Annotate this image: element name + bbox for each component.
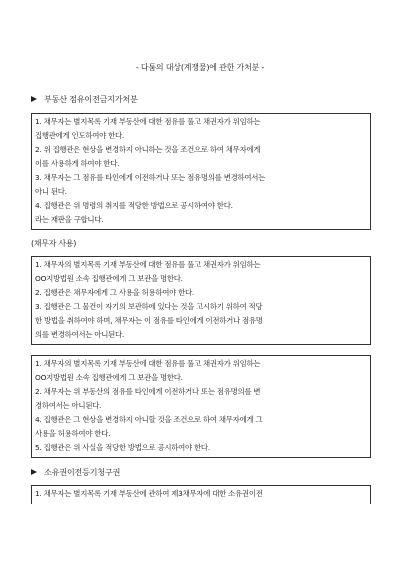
order-box-4: [31, 485, 371, 504]
section-heading-possession-transfer-ban: [31, 94, 138, 105]
order-line: OO지방법원 소속 집행관에게 그 보관을 명한다.: [35, 274, 183, 283]
order-box-1: [31, 113, 371, 230]
order-line: 경하여서는 아니된다.: [35, 401, 102, 410]
order-line: 2. 집행관은 채무자에게 그 사용을 허용하여야 한다.: [35, 288, 195, 297]
order-box-2: [31, 256, 371, 345]
order-line: 라는 재판을 구합니다.: [35, 215, 104, 224]
section-heading-debtor-use: (채무자 사용): [31, 239, 77, 248]
order-line: 1. 채무자의 별지목록 기재 부동산에 대한 점유를 풀고 채권자가 위임하는: [35, 359, 261, 368]
order-line: 2. 채무자는 위 부동산의 점유를 타인에게 이전하거나 또는 점유명의를 변: [35, 387, 261, 396]
order-line: 1. 채무자의 별지목록 기재 부동산에 대한 점유를 풀고 채권자가 위임하는: [35, 260, 261, 269]
order-box-3: [31, 355, 371, 458]
order-line: 2. 위 집행관은 현상을 변경하지 아니하는 것을 조건으로 하여 채무자에게: [35, 145, 261, 154]
order-line: 4. 집행관은 그 현상을 변경하지 아니할 것을 조건으로 하여 채무자에게 그: [35, 415, 263, 424]
section-heading-ownership-transfer-claim: [31, 467, 120, 478]
order-line: 3. 집행관은 그 물건이 자기의 보관하에 있다는 것을 고시하기 위하여 적당: [35, 302, 263, 311]
order-line: 이를 사용하게 하여야 한다.: [35, 159, 120, 168]
section-heading-label: 소유권이전등기청구권: [44, 467, 121, 477]
page-title: - 다툼의 대상(계쟁물)에 관한 가처분 -: [135, 63, 265, 72]
triangle-bullet-icon: [31, 469, 37, 475]
triangle-bullet-icon: [31, 96, 37, 102]
order-line: 집행관에게 인도하여야 한다.: [35, 131, 124, 140]
order-line: 사용을 허용하여야 한다.: [35, 429, 111, 438]
section-heading-label: 부동산 점유이전금지가처분: [44, 94, 138, 104]
order-line: 1. 채무자는 별지목록 기재 부동산에 관하여 제3채무자에 대한 소유권이전: [35, 489, 263, 498]
order-line: 3. 채무자는 그 점유를 타인에게 이전하거나 또는 점유명의를 변경하여서는: [35, 173, 266, 182]
order-line: OO지방법원 소속 집행관에게 그 보관을 명한다.: [35, 373, 183, 382]
order-line: 4. 집행관은 위 명령의 취지를 적당한 방법으로 공시하여야 한다.: [35, 201, 233, 210]
order-line: 1. 채무자는 별지목록 기재 부동산에 대한 점유를 풀고 채권자가 위임하는: [35, 117, 261, 126]
order-line: 의를 변경하여서는 아니된다.: [35, 330, 124, 339]
order-line: 5. 집행관은 위 사실을 적당한 방법으로 공시하여야 한다.: [35, 443, 210, 452]
order-line: 한 방법을 취하여야 하며, 채무자는 이 점유를 타인에게 이전하거나 점유명: [35, 316, 263, 325]
order-line: 아니 된다.: [35, 187, 67, 196]
